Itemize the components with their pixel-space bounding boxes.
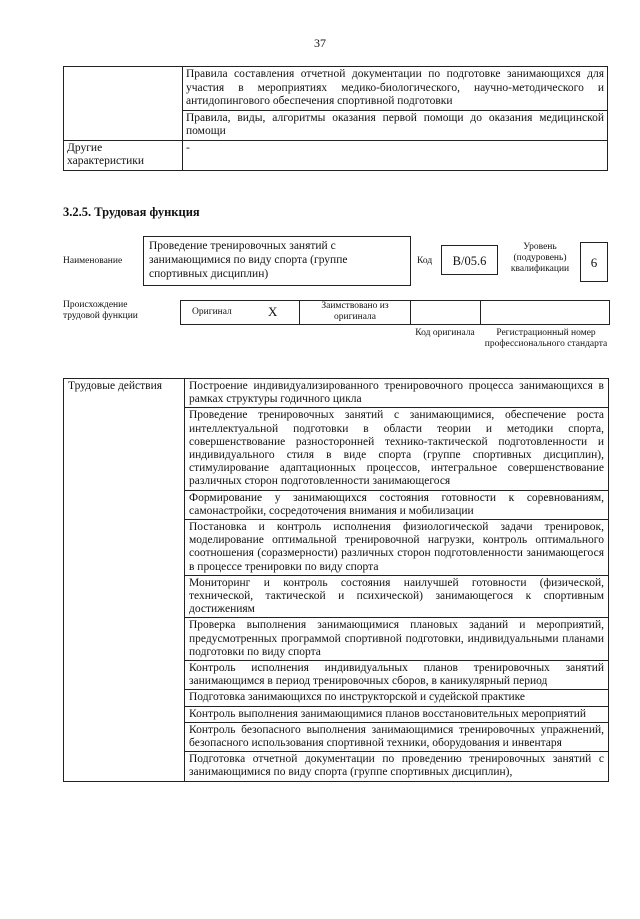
section-title: 3.2.5. Трудовая функция: [63, 205, 200, 219]
origin-divider: [410, 300, 411, 325]
empty-header-cell: [64, 67, 183, 141]
labor-action-item: Формирование у занимающихся состояния готовности к соревнованиям, самонастройки, сосредоточения внимания и мобилизации: [185, 490, 609, 519]
origin-divider: [480, 300, 481, 325]
labor-action-item: Проведение тренировочных занятий с занимающимися, обеспечение роста интеллектуальной подготовки в области теории и методики спорта, совершенствование разносторонней технико-тактической подготовленности и индивидуального стиля в виде спорта (группе спортивных дисциплин), стимулирование адаптационных процессов, интегральное совершенствование различных сторон подготовленности занимающегося: [185, 408, 609, 490]
borrowed-label: Заимствовано из оригинала: [321, 301, 389, 322]
level-value: 6: [580, 242, 608, 282]
original-mark: X: [268, 304, 278, 319]
origin-label: Происхождение трудовой функции: [63, 300, 138, 321]
function-code-value: В/05.6: [441, 245, 498, 275]
code-original-caption: Код оригинала: [415, 328, 475, 338]
level-label: Уровень (подуровень) квалификации: [510, 242, 570, 274]
labor-action-item: Постановка и контроль исполнения физиологической задачи тренировок, моделирование оптимальной тренировочной нагрузки, контроль оптимального соотношения (соразмерности) различных сторон подготовленности занимающегося в процессе тренировки по виду спорта: [185, 520, 609, 576]
origin-divider: [299, 300, 300, 325]
labor-action-item: Подготовка занимающихся по инструкторской и судейской практике: [185, 690, 609, 706]
reg-number-caption: Регистрационный номер профессионального стандарта: [484, 328, 608, 349]
labor-actions-table: [63, 378, 609, 782]
labor-action-item: Проверка выполнения занимающимися плановых заданий и мероприятий, предусмотренных программой спортивной подготовки, индивидуальными планами подготовки по виду спорта: [185, 618, 609, 661]
labor-action-item: Подготовка отчетной документации по проведению тренировочных занятий с занимающимися по виду спорта (группе спортивных дисциплин),: [185, 752, 609, 781]
labor-action-item: Контроль исполнения индивидуальных планов тренировочных занятий занимающимся в период тренировочных сборов, в каникулярный период: [185, 661, 609, 690]
knowledge-item: Правила, виды, алгоритмы оказания первой помощи до оказания медицинской помощи: [183, 110, 608, 140]
labor-action-item: Контроль выполнения занимающимися планов восстановительных мероприятий: [185, 706, 609, 722]
other-characteristics-label: Другие характеристики: [64, 140, 183, 170]
original-label: Оригинал: [192, 307, 232, 317]
function-name-value: Проведение тренировочных занятий с занимающимися по виду спорта (группе спортивных дисциплин): [149, 240, 348, 280]
labor-actions-header: Трудовые действия: [64, 379, 185, 782]
knowledge-item: Правила составления отчетной документации по подготовке занимающихся для участия в мероприятиях медико-биологического, научно-методического и антидопингового обеспечения спортивной подготовки: [183, 67, 608, 111]
labor-action-item: Мониторинг и контроль состояния наилучшей готовности (физической, технической, тактической и психической) занимающегося к спортивным достижениям: [185, 575, 609, 618]
labor-action-item: Контроль безопасного выполнения занимающимися тренировочных упражнений, безопасного использования спортивной техники, оборудования и инвентаря: [185, 722, 609, 751]
name-label: Наименование: [63, 256, 123, 266]
function-name-box: [143, 236, 411, 286]
knowledge-table: [63, 66, 608, 171]
other-characteristics-value: -: [183, 140, 608, 170]
labor-action-item: Построение индивидуализированного тренировочного процесса занимающихся в рамках структуры годичного цикла: [185, 379, 609, 408]
code-label: Код: [417, 256, 433, 266]
page-number: 37: [314, 36, 326, 50]
